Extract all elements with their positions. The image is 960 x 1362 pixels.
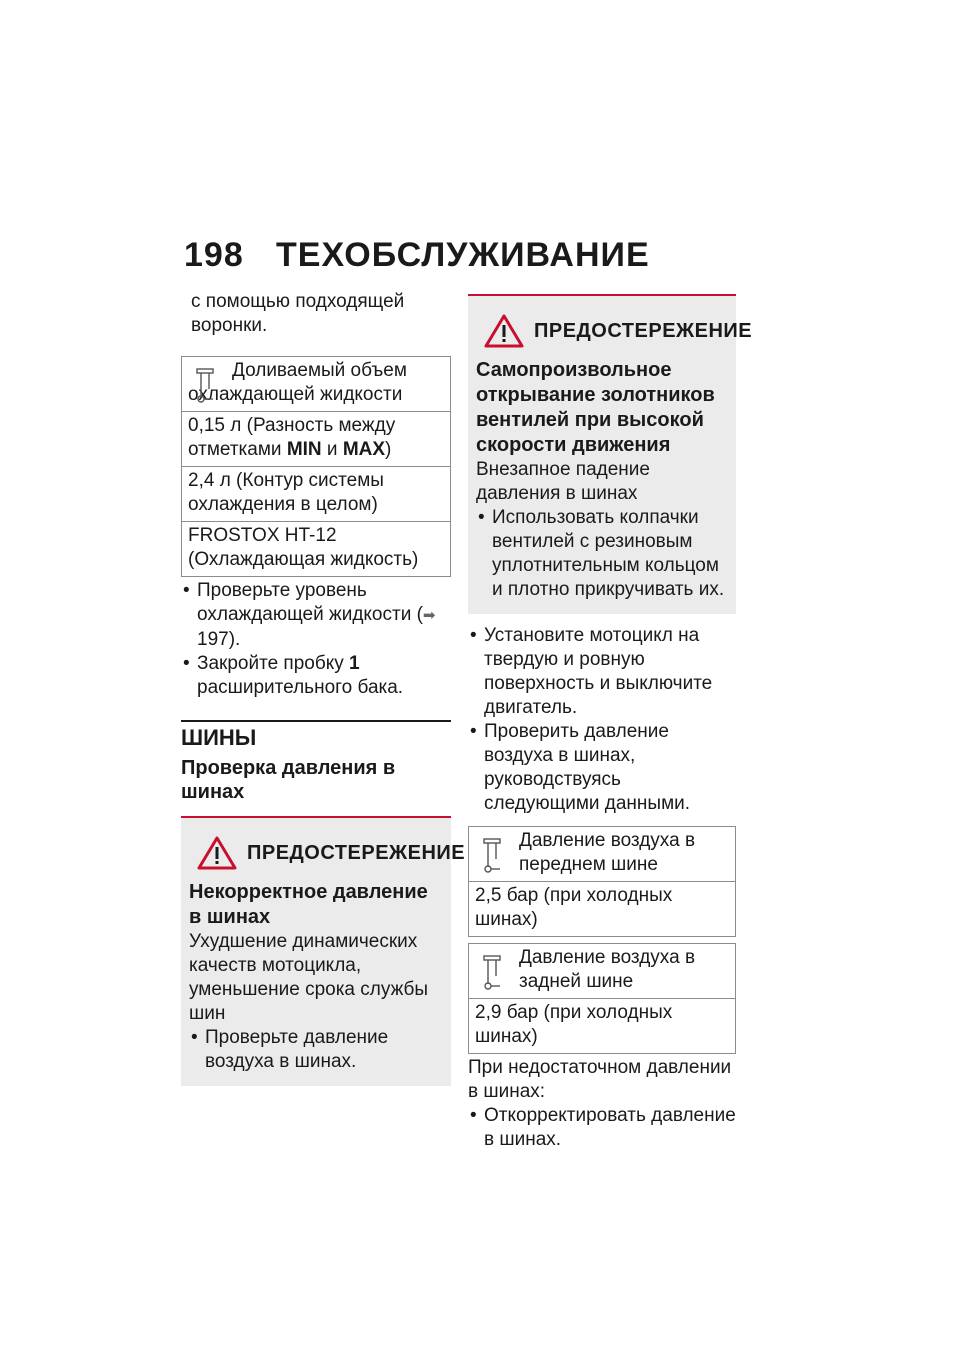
low-pressure-text: При недостаточном давлении в шинах: [468,1057,732,1102]
left-column [181,290,466,1086]
warning-header [476,304,753,358]
warning-body: Ухудшение динамических качеств мотоцикла, уменьшение срока службы шин [189,931,429,1024]
warning-header [189,826,466,880]
front-spec-title: Давление воздуха в переднем шине [519,830,696,875]
warning-heading: Самопроизвольное открывание золотников вентилей при высокой скорости движения [476,359,715,456]
page-header [184,236,650,275]
gauge-icon [483,954,501,990]
arrow-right-icon: ➡ [422,607,436,624]
warning-action: Использовать колпачки вентилей с резиновым уплотнительным кольцом и плотно прикручивать их. [492,507,725,600]
coolant-spec-title: Доливаемый объем охлаждающей жидкости [188,360,407,405]
coolant-spec-row [182,411,450,466]
spec-text: и [321,439,343,460]
warning-action: Проверьте давление воздуха в шинах. [205,1027,389,1072]
bullet: • [183,653,190,674]
front-spec-head [469,827,735,881]
warning-heading: Некорректное давление в шинах [189,881,428,928]
max-mark: MAX [342,439,386,460]
bullet: • [183,580,190,601]
right-column [468,290,753,1152]
step-text: Установите мотоцикл на твердую и ровную поверхность и выключите двигатель. [484,625,713,718]
warning-body: Внезапное падение давления в шинах [476,459,650,504]
warning-label: ПРЕДОСТЕРЕЖЕНИЕ [247,842,466,864]
gauge-icon [196,367,214,403]
bullet: • [478,507,485,528]
list-item [476,506,728,602]
warning-triangle-icon [484,314,524,348]
step-text: расширительного бака. [197,677,404,698]
bullet: • [470,721,477,742]
step-text: Откорректировать давление в шинах. [484,1105,736,1150]
list-item [181,579,451,652]
warning-actions [476,506,728,602]
warning-box [181,816,466,1086]
coolant-spec-head [182,357,450,411]
warning-actions [189,1026,443,1074]
rear-spec-head [469,944,735,998]
warning-box [468,294,753,614]
min-mark: MIN [286,439,322,460]
warning-label: ПРЕДОСТЕРЕЖЕНИЕ [534,320,753,342]
intro-text: с помощью подходящей воронки. [191,291,405,336]
bullet: • [470,1105,477,1126]
coolant-steps [181,579,451,700]
tyre-steps [468,624,736,816]
step-text: Проверьте уровень охлаждающей жидкости ( [197,580,423,625]
section-divider [181,720,451,722]
gauge-icon [483,837,501,873]
page-number: 198 [184,236,244,274]
bullet: • [470,625,477,646]
step-text: Закройте пробку [197,653,350,674]
rear-spec-title: Давление воздуха в задней шине [519,947,696,992]
step-text: 197). [197,629,241,650]
coolant-spec-row: 2,4 л (Контур системы охлаждения в целом) [182,466,450,521]
reference-number: 1 [349,653,360,674]
bullet: • [191,1027,198,1048]
front-spec-value: 2,5 бар (при холодных шинах) [469,881,735,936]
rear-spec-value: 2,9 бар (при холодных шинах) [469,998,735,1053]
spec-text: ) [385,439,392,460]
warning-triangle-icon [197,836,237,870]
section-title: ШИНЫ [181,725,257,750]
coolant-spec-row: FROSTOX HT-12 (Охлаждающая жидкость) [182,521,450,576]
coolant-spec-table [181,356,451,577]
list-item [468,720,736,816]
front-pressure-spec [468,826,736,937]
subsection-title: Проверка давления в шинах [181,757,396,803]
step-text: Проверить давление воздуха в шинах, руководствуясь следующими данными. [484,721,691,814]
list-item [468,624,736,720]
spec-text: 0,15 л (Разность между отметками [188,415,396,460]
page-title: ТЕХОБСЛУЖИВАНИЕ [276,236,650,274]
list-item [468,1104,736,1152]
list-item [181,652,451,700]
list-item [189,1026,443,1074]
final-steps [468,1104,736,1152]
rear-pressure-spec [468,943,736,1054]
